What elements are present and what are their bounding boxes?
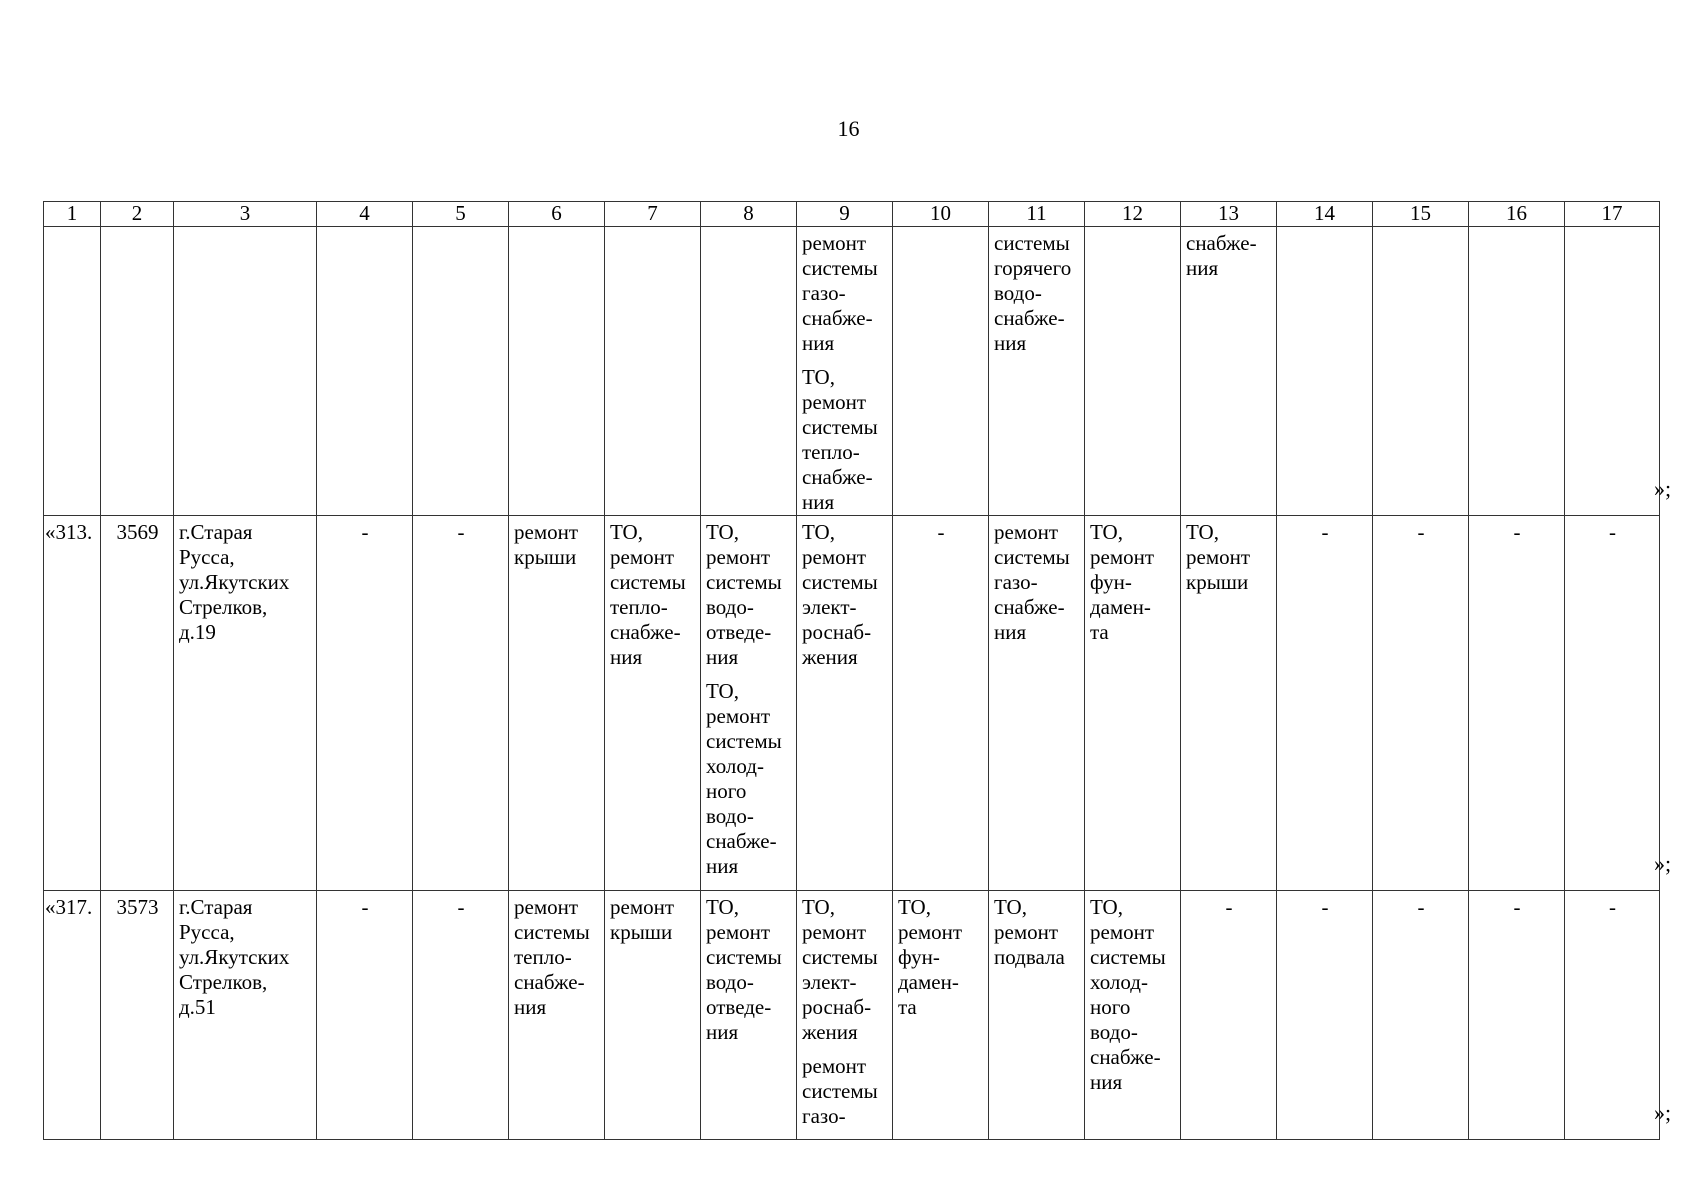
table-cell-col-11 xyxy=(989,891,1085,1140)
column-number-5: 5 xyxy=(413,202,509,227)
cell-text: ремонт системы газо- снабже- ния xyxy=(802,231,878,355)
table-cell-col-17 xyxy=(1565,516,1660,891)
cell-text: - xyxy=(361,895,369,919)
table-cell-col-14 xyxy=(1277,516,1373,891)
table-cell-col-14 xyxy=(1277,227,1373,516)
cell-text: ТО, ремонт системы водо- отведе- ния xyxy=(706,895,782,1044)
column-number-9: 9 xyxy=(797,202,893,227)
table-cell-col-8 xyxy=(701,891,797,1140)
table-cell-col-17 xyxy=(1565,891,1660,1140)
table-cell-col-5 xyxy=(413,227,509,516)
cell-text: - xyxy=(1225,895,1233,919)
column-number-2: 2 xyxy=(101,202,174,227)
table-cell-col-6 xyxy=(509,516,605,891)
cell-text: ТО, ремонт системы элект- роснаб- жения xyxy=(802,520,878,669)
cell-text: ТО, ремонт системы холод- ного водо- снабже- ния xyxy=(1090,895,1166,1094)
cell-text: ремонт системы газо- снабже- ния xyxy=(994,520,1070,644)
cell-text: - xyxy=(457,520,465,544)
cell-text: - xyxy=(1513,520,1521,544)
table-cell-col-8 xyxy=(701,227,797,516)
column-number-11: 11 xyxy=(989,202,1085,227)
table-cell-col-4 xyxy=(317,227,413,516)
closing-quote-mark: »; xyxy=(1654,1099,1672,1125)
table-cell-col-12 xyxy=(1085,227,1181,516)
table-cell-col-1 xyxy=(44,516,101,891)
table-cell-col-7 xyxy=(605,516,701,891)
table-cell-col-16 xyxy=(1469,227,1565,516)
table-cell-col-1 xyxy=(44,891,101,1140)
cell-text: - xyxy=(361,520,369,544)
column-number-12: 12 xyxy=(1085,202,1181,227)
table-cell-col-16 xyxy=(1469,891,1565,1140)
table-cell-col-16 xyxy=(1469,516,1565,891)
cell-text: ТО, ремонт фун- дамен- та xyxy=(1090,520,1155,644)
page-number: 16 xyxy=(837,116,860,141)
cell-text: 3569 xyxy=(116,520,159,544)
table-cell-col-11 xyxy=(989,516,1085,891)
cell-text: ТО, ремонт фун- дамен- та xyxy=(898,895,963,1019)
table-row xyxy=(44,227,1660,516)
table-cell-col-12 xyxy=(1085,516,1181,891)
cell-text: 3573 xyxy=(116,895,159,919)
table-cell-col-14 xyxy=(1277,891,1373,1140)
table-cell-col-6 xyxy=(509,227,605,516)
table-cell-col-5 xyxy=(413,516,509,891)
column-number-4: 4 xyxy=(317,202,413,227)
table-cell-col-2 xyxy=(101,891,174,1140)
table-body xyxy=(44,227,1660,1140)
table-cell-col-9 xyxy=(797,227,893,516)
cell-text: ремонт крыши xyxy=(610,895,675,944)
cell-text: - xyxy=(1321,895,1329,919)
column-number-7: 7 xyxy=(605,202,701,227)
table-cell-col-15 xyxy=(1373,891,1469,1140)
cell-text: - xyxy=(1513,895,1521,919)
cell-text: г.Старая Русса, ул.Якутских Стрелков, д.51 xyxy=(179,895,290,1019)
closing-quote-mark: »; xyxy=(1654,850,1672,876)
cell-text: ТО, ремонт системы тепло- снабже- ния xyxy=(610,520,686,669)
table-cell-col-1 xyxy=(44,227,101,516)
cell-text: ТО, ремонт крыши xyxy=(1186,520,1251,594)
cell-text: «313. xyxy=(45,520,93,544)
column-number-16: 16 xyxy=(1469,202,1565,227)
table-cell-col-2 xyxy=(101,227,174,516)
cell-text: ТО, ремонт подвала xyxy=(994,895,1065,969)
cell-text: ТО, ремонт системы тепло- снабже- ния xyxy=(802,365,878,514)
table-cell-col-3 xyxy=(174,227,317,516)
column-number-17: 17 xyxy=(1565,202,1660,227)
table-cell-col-9 xyxy=(797,891,893,1140)
table-cell-col-13 xyxy=(1181,516,1277,891)
table-cell-col-13 xyxy=(1181,891,1277,1140)
cell-text: - xyxy=(937,520,945,544)
column-number-6: 6 xyxy=(509,202,605,227)
table-cell-col-10 xyxy=(893,227,989,516)
cell-text: ремонт крыши xyxy=(514,520,579,569)
table-cell-col-3 xyxy=(174,516,317,891)
column-number-10: 10 xyxy=(893,202,989,227)
table-cell-col-17 xyxy=(1565,227,1660,516)
cell-text: ремонт системы тепло- снабже- ния xyxy=(514,895,590,1019)
table-cell-col-7 xyxy=(605,891,701,1140)
table-cell-col-10 xyxy=(893,891,989,1140)
table-cell-col-2 xyxy=(101,516,174,891)
table-cell-col-11 xyxy=(989,227,1085,516)
table-cell-col-10 xyxy=(893,516,989,891)
cell-text: - xyxy=(457,895,465,919)
table-cell-col-4 xyxy=(317,891,413,1140)
table-cell-col-8 xyxy=(701,516,797,891)
works-table xyxy=(43,201,1660,1140)
table-row xyxy=(44,516,1660,891)
cell-text: ТО, ремонт системы холод- ного водо- снабже- ния xyxy=(706,679,782,878)
cell-text: - xyxy=(1609,895,1616,919)
cell-text: снабже- ния xyxy=(1186,231,1257,280)
table-cell-col-7 xyxy=(605,227,701,516)
cell-text: - xyxy=(1417,520,1425,544)
table-cell-col-3 xyxy=(174,891,317,1140)
column-number-1: 1 xyxy=(44,202,101,227)
column-number-14: 14 xyxy=(1277,202,1373,227)
cell-text: - xyxy=(1417,895,1425,919)
table-cell-col-15 xyxy=(1373,227,1469,516)
column-number-15: 15 xyxy=(1373,202,1469,227)
cell-text: ТО, ремонт системы элект- роснаб- жения xyxy=(802,895,878,1044)
cell-text: системы горячего водо- снабже- ния xyxy=(994,231,1072,355)
column-number-13: 13 xyxy=(1181,202,1277,227)
cell-text: - xyxy=(1609,520,1616,544)
table-cell-col-4 xyxy=(317,516,413,891)
table-cell-col-13 xyxy=(1181,227,1277,516)
column-number-row xyxy=(44,202,1660,227)
table-row xyxy=(44,891,1660,1140)
table-cell-col-5 xyxy=(413,891,509,1140)
column-number-8: 8 xyxy=(701,202,797,227)
table-cell-col-9 xyxy=(797,516,893,891)
cell-text: ремонт системы газо- xyxy=(802,1054,878,1128)
table-cell-col-6 xyxy=(509,891,605,1140)
cell-text: ТО, ремонт системы водо- отведе- ния xyxy=(706,520,782,669)
table-cell-col-15 xyxy=(1373,516,1469,891)
cell-text: г.Старая Русса, ул.Якутских Стрелков, д.19 xyxy=(179,520,290,644)
table-cell-col-12 xyxy=(1085,891,1181,1140)
cell-text: - xyxy=(1321,520,1329,544)
cell-text: «317. xyxy=(45,895,93,919)
closing-quote-mark: »; xyxy=(1654,475,1672,501)
column-number-3: 3 xyxy=(174,202,317,227)
